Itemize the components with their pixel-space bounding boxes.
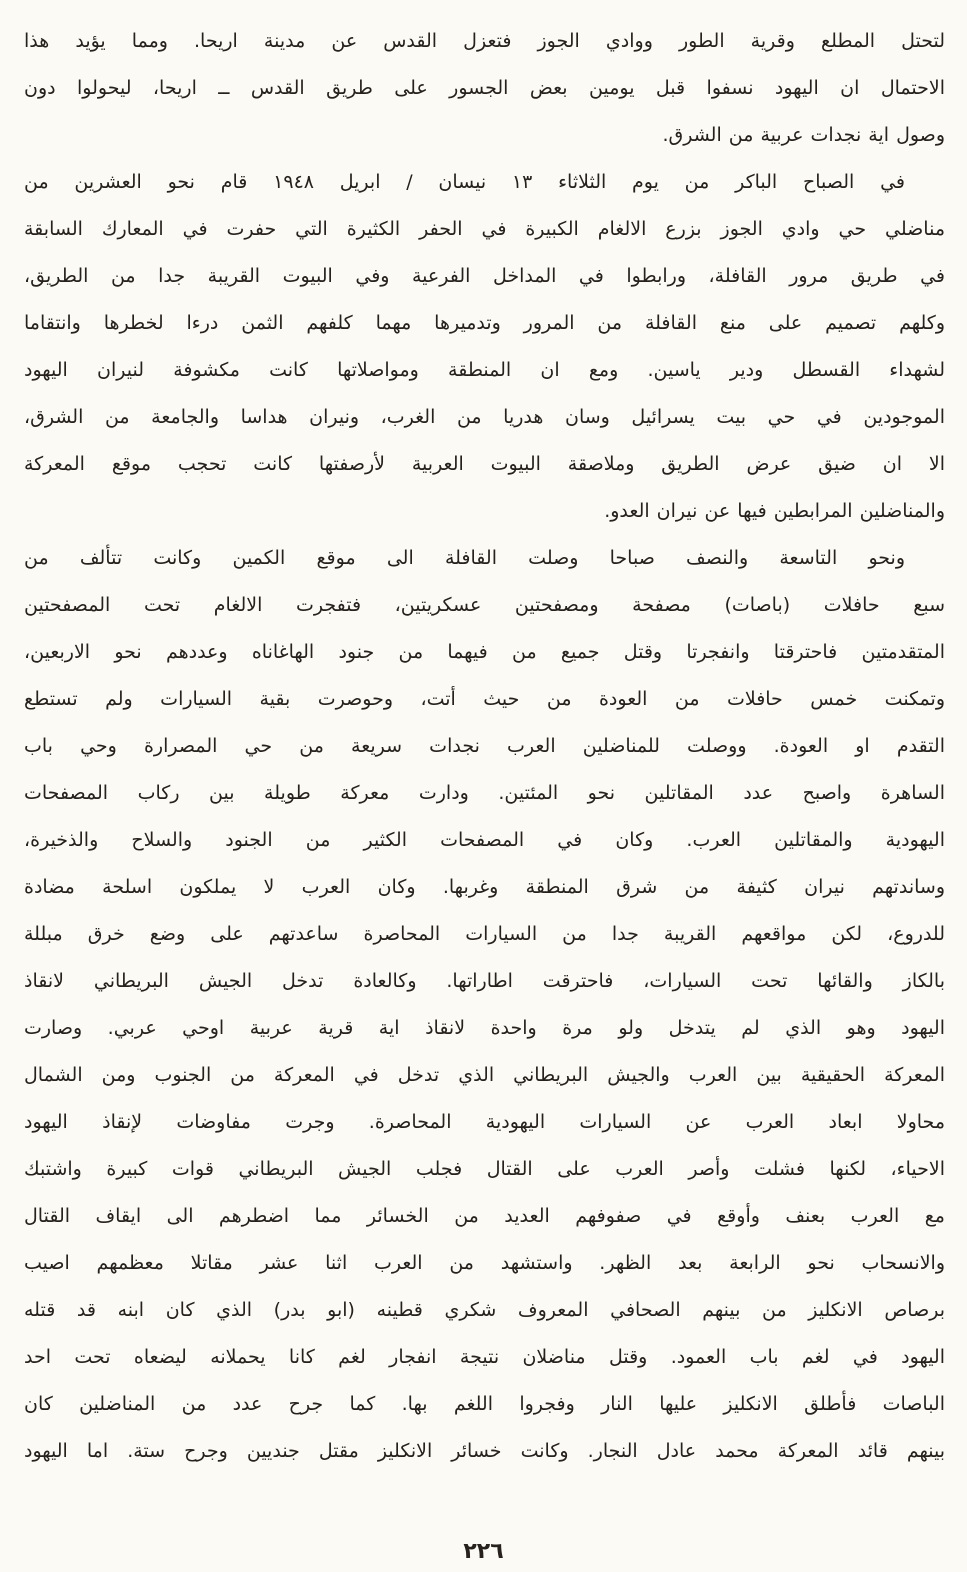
text-line: اليهود في لغم باب العمود. وقتل مناضلان نتيجة انفجار لغم كانا يحملانه ليضعاه تحت احد — [24, 1346, 945, 1368]
text-line: الا ان ضيق عرض الطريق وملاصقة البيوت العربية لأرصفتها كانت تحجب موقع المعركة — [24, 453, 945, 475]
text-line: وكلهم تصميم على منع القافلة من المرور وتدميرها مهما كلفهم الثمن درءا لخطرها وانتقاما — [24, 312, 945, 334]
text-line: الساهرة واصبح عدد المقاتلين نحو المئتين. ودارت معركة طويلة بين ركاب المصفحات — [24, 782, 945, 804]
page-number: ٢٢٦ — [463, 1539, 504, 1564]
text-line: اليهود وهو الذي لم يتدخل ولو مرة واحدة لانقاذ اية قرية عربية اوحي عربي. وصارت — [24, 1017, 945, 1039]
text-line: اليهودية والمقاتلين العرب. وكان في المصفحات الكثير من الجنود والسلاح والذخيرة، — [24, 829, 945, 851]
text-line: وتمكنت خمس حافلات من العودة من حيث أتت، وحوصرت بقية السيارات ولم تستطع — [24, 688, 945, 710]
text-line: المعركة الحقيقية بين العرب والجيش البريطاني الذي تدخل في المعركة من الجنوب ومن الشمال — [24, 1064, 945, 1086]
text-line: وصول اية نجدات عربية من الشرق. — [662, 124, 945, 146]
text-line: محاولا ابعاد العرب عن السيارات اليهودية المحاصرة. وجرت مفاوضات لإنقاذ اليهود — [24, 1111, 945, 1133]
text-line: في طريق مرور القافلة، ورابطوا في المداخل الفرعية وفي البيوت القريبة جدا من الطريق، — [24, 265, 945, 287]
text-line: المتقدمتين فاحترقتا وانفجرتا وقتل جميع من فيهما من جنود الهاغاناه وعددهم نحو الاربعين، — [24, 641, 945, 663]
book-page — [24, 0, 945, 1475]
text-line: ونحو التاسعة والنصف صباحا وصلت القافلة الى موقع الكمين وكانت تتألف من — [24, 547, 905, 569]
text-line: الاحياء، لكنها فشلت وأصر العرب على القتال فجلب الجيش البريطاني قوات كبيرة واشتبك — [24, 1158, 945, 1180]
text-line: مع العرب بعنف وأوقع في صفوفهم العديد من الخسائر مما اضطرهم الى ايقاف القتال — [24, 1205, 945, 1227]
text-line: والمناضلين المرابطين فيها عن نيران العدو. — [604, 500, 945, 522]
text-line: للدروع، لكن مواقعهم القريبة جدا من السيارات المحاصرة ساعدتهم على وضع خرق مبللة — [24, 923, 945, 945]
text-line: الموجودين في حي بيت يسرائيل وسان هدريا من الغرب، ونيران هداسا والجامعة من الشرق، — [24, 406, 945, 428]
text-line: لشهداء القسطل ودير ياسين. ومع ان المنطقة ومواصلاتها كانت مكشوفة لنيران اليهود — [24, 359, 945, 381]
text-line: مناضلي حي وادي الجوز بزرع الالغام الكبيرة في الحفر الكثيرة التي حفرت في المعارك السابقة — [24, 218, 945, 240]
text-line: الاحتمال ان اليهود نسفوا قبل يومين بعض الجسور على طريق القدس ــ اريحا، ليحولوا دون — [24, 77, 945, 99]
text-line: والانسحاب نحو الرابعة بعد الظهر. واستشهد من العرب اثنا عشر مقاتلا معظمهم اصيب — [24, 1252, 945, 1274]
text-line: لتحتل المطلع وقرية الطور ووادي الجوز فتعزل القدس عن مدينة اريحا. ومما يؤيد هذا — [24, 30, 945, 52]
text-line: بالكاز والقائها تحت السيارات، فاحترقت اطاراتها. وكالعادة تدخل الجيش البريطاني لانقاذ — [24, 970, 945, 992]
text-line: بينهم قائد المعركة محمد عادل النجار. وكانت خسائر الانكليز مقتل جنديين وجرح ستة. اما اليهود — [24, 1440, 945, 1462]
text-line: الباصات فأطلق الانكليز عليها النار وفجروا اللغم بها. كما جرح عدد من المناضلين كان — [24, 1393, 945, 1415]
text-line: في الصباح الباكر من يوم الثلاثاء ١٣ نيسان / ابريل ١٩٤٨ قام نحو العشرين من — [24, 171, 905, 193]
text-line: برصاص الانكليز من بينهم الصحافي المعروف شكري قطينه (ابو بدر) الذي كان ابنه قد قتله — [24, 1299, 945, 1321]
text-line: التقدم او العودة. ووصلت للمناضلين العرب نجدات سريعة من حي المصرارة وحي باب — [24, 735, 945, 757]
text-line: وساندتهم نيران كثيفة من شرق المنطقة وغربها. وكان العرب لا يملكون اسلحة مضادة — [24, 876, 945, 898]
text-line: سبع حافلات (باصات) مصفحة ومصفحتين عسكريتين، فتفجرت الالغام تحت المصفحتين — [24, 594, 945, 616]
